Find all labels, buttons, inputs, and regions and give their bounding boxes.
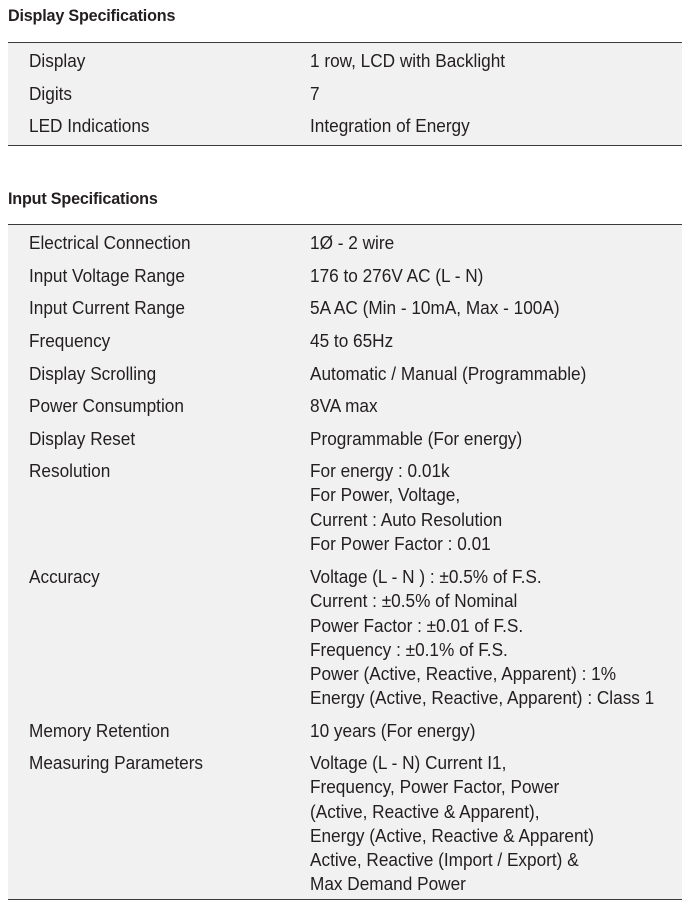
spec-value-line: 1Ø - 2 wire <box>310 232 395 253</box>
spec-value-line: Power Factor : ±0.01 of F.S. <box>310 614 524 636</box>
spec-value-line: Automatic / Manual (Programmable) <box>310 363 587 384</box>
spec-label: Display Scrolling <box>29 363 157 384</box>
spec-value-line: Current : Auto Resolution <box>310 508 503 530</box>
spec-value <box>310 231 394 255</box>
spec-value-line: Energy (Active, Reactive, Apparent) : Class 1 <box>310 687 655 709</box>
spec-label: Resolution <box>29 460 111 481</box>
spec-label: Display <box>29 50 86 71</box>
spec-label: Measuring Parameters <box>29 752 204 773</box>
spec-value-line: (Active, Reactive & Apparent), <box>310 800 540 822</box>
spec-value-line: 10 years (For energy) <box>310 720 476 741</box>
spec-label: LED Indications <box>29 115 150 136</box>
spec-value-line: Voltage (L - N) Current I1, <box>310 752 507 773</box>
spec-value: 1 row, LCD with Backlight <box>310 50 506 71</box>
spec-label: Electrical Connection <box>29 232 191 253</box>
spec-value <box>310 329 393 353</box>
spec-value-line: For energy : 0.01k <box>310 460 450 481</box>
display-specifications-title: Display Specifications <box>8 6 176 25</box>
spec-label: Input Voltage Range <box>29 265 185 286</box>
spec-value <box>310 751 594 897</box>
spec-value <box>310 565 654 711</box>
spec-value-line: Max Demand Power <box>310 873 466 895</box>
spec-value <box>310 719 475 743</box>
spec-value-line: Active, Reactive (Import / Export) & <box>310 849 579 871</box>
spec-value-line: 5A AC (Min - 10mA, Max - 100A) <box>310 297 560 318</box>
spec-value-line: Frequency : ±0.1% of F.S. <box>310 638 508 660</box>
spec-value: 7 <box>310 82 320 104</box>
spec-value-line: Energy (Active, Reactive & Apparent) <box>310 824 595 846</box>
spec-value-line: Voltage (L - N ) : ±0.5% of F.S. <box>310 566 542 587</box>
spec-label: Memory Retention <box>29 720 170 741</box>
spec-value-line: Programmable (For energy) <box>310 428 523 449</box>
spec-value-line: 176 to 276V AC (L - N) <box>310 265 484 286</box>
spec-value <box>310 427 522 451</box>
spec-label: Power Consumption <box>29 395 184 416</box>
spec-value-line: Frequency, Power Factor, Power <box>310 776 560 798</box>
spec-value-line: 45 to 65Hz <box>310 330 394 351</box>
spec-value <box>310 264 483 288</box>
spec-value <box>310 362 586 386</box>
spec-value-line: 8VA max <box>310 395 378 416</box>
spec-value <box>310 459 502 556</box>
spec-value-line: Power (Active, Reactive, Apparent) : 1% <box>310 663 617 685</box>
spec-value-line: Current : ±0.5% of Nominal <box>310 590 518 612</box>
input-specifications-title: Input Specifications <box>8 189 158 208</box>
spec-value <box>310 394 378 418</box>
spec-value: Integration of Energy <box>310 115 470 136</box>
spec-label: Display Reset <box>29 428 136 449</box>
spec-label: Input Current Range <box>29 297 185 318</box>
display-specifications-table <box>8 42 682 146</box>
spec-value <box>310 296 560 320</box>
spec-label: Frequency <box>29 330 111 351</box>
spec-label: Digits <box>29 82 73 104</box>
input-specifications-table <box>8 224 682 900</box>
spec-value-line: For Power, Voltage, <box>310 484 461 506</box>
spec-label: Accuracy <box>29 566 100 587</box>
spec-value-line: For Power Factor : 0.01 <box>310 532 491 554</box>
